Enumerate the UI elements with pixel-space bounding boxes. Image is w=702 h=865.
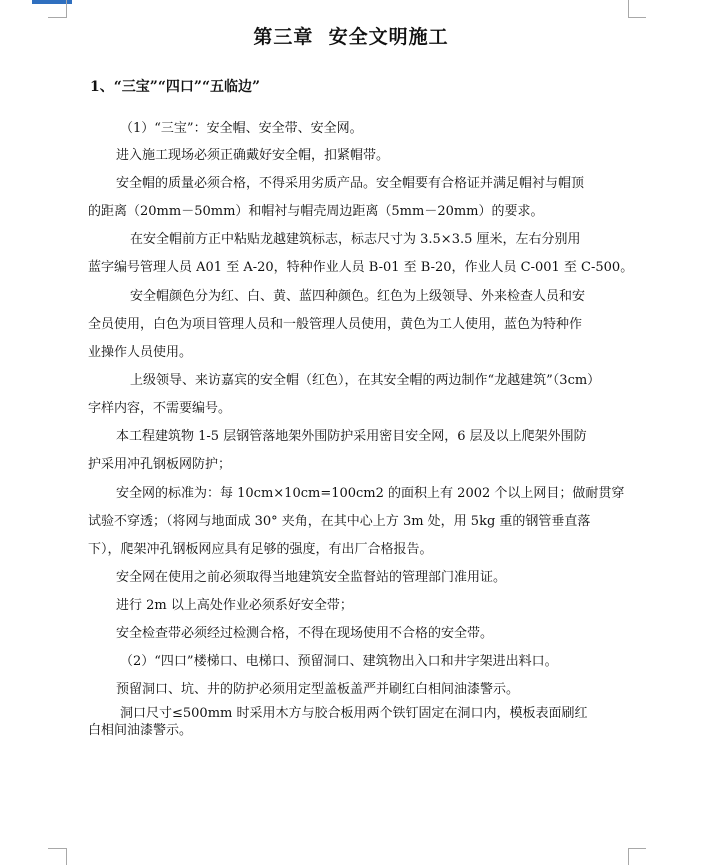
text-line: 进行 2m 以上高处作业必须系好安全带；	[116, 598, 353, 613]
text-line: 护采用冲孔钢板网防护；	[88, 457, 232, 472]
crop-mark	[48, 17, 66, 18]
text-line: 在安全帽前方正中粘贴龙越建筑标志，标志尺寸为 3.5×3.5 厘米，左右分别用	[130, 232, 581, 247]
text-line: 业操作人员使用。	[88, 345, 193, 360]
crop-mark	[628, 17, 646, 18]
text-line: （2）“四口”楼梯口、电梯口、预留洞口、建筑物出入口和井字架进出料口。	[120, 654, 558, 669]
text-line: 试验不穿透；（将网与地面成 30° 夹角，在其中心上方 3m 处，用 5kg 重的钢管垂直落	[88, 514, 591, 529]
crop-mark	[628, 848, 646, 849]
text-line: 本工程建筑物 1-5 层钢管落地架外围防护采用密目安全网，6 层及以上爬架外围防	[116, 429, 587, 444]
chapter-title: 第三章 安全文明施工	[253, 26, 449, 48]
text-line: 预留洞口、坑、井的防护必须用定型盖板盖严并刷红白相间油漆警示。	[116, 682, 520, 697]
section-heading: 1、“三宝”“四口”“五临边”	[90, 79, 261, 95]
crop-mark	[628, 848, 629, 865]
text-line: 安全帽颜色分为红、白、黄、蓝四种颜色。红色为上级领导、外来检查人员和安	[130, 289, 586, 304]
text-line: 全员使用，白色为项目管理人员和一般管理人员使用，黄色为工人使用，蓝色为特种作	[88, 317, 583, 332]
text-line: 下），爬架冲孔钢板网应具有足够的强度，有出厂合格报告。	[88, 542, 433, 557]
text-line: 白相间油漆警示。	[88, 723, 193, 738]
text-line: 安全网的标准为：每 10cm×10cm=100cm2 的面积上有 2002 个以上网目；做耐贯穿	[116, 486, 625, 501]
crop-mark	[48, 848, 66, 849]
text-line: （1）“三宝”：安全帽、安全带、安全网。	[120, 121, 363, 136]
crop-mark	[66, 0, 67, 18]
text-line: 安全帽的质量必须合格，不得采用劣质产品。安全帽要有合格证并满足帽衬与帽顶	[116, 176, 585, 191]
text-line: 安全检查带必须经过检测合格，不得在现场使用不合格的安全带。	[116, 626, 494, 641]
text-line: 洞口尺寸≤500mm 时采用木方与胶合板用两个铁钉固定在洞口内，模板表面刷红	[120, 706, 588, 721]
text-line: 进入施工现场必须正确戴好安全帽，扣紧帽带。	[116, 148, 390, 163]
text-line: 字样内容，不需要编号。	[88, 401, 232, 416]
crop-mark	[66, 848, 67, 865]
text-line: 上级领导、来访嘉宾的安全帽（红色），在其安全帽的两边制作“龙越建筑”（3cm）	[130, 373, 601, 388]
text-line: 安全网在使用之前必须取得当地建筑安全监督站的管理部门准用证。	[116, 570, 507, 585]
crop-mark	[628, 0, 629, 18]
text-line: 蓝字编号管理人员 A01 至 A-20，特种作业人员 B-01 至 B-20，作业人员 C-001 至 C-500。	[88, 260, 634, 275]
text-line: 的距离（20mm－50mm）和帽衬与帽壳周边距离（5mm－20mm）的要求。	[88, 204, 544, 219]
